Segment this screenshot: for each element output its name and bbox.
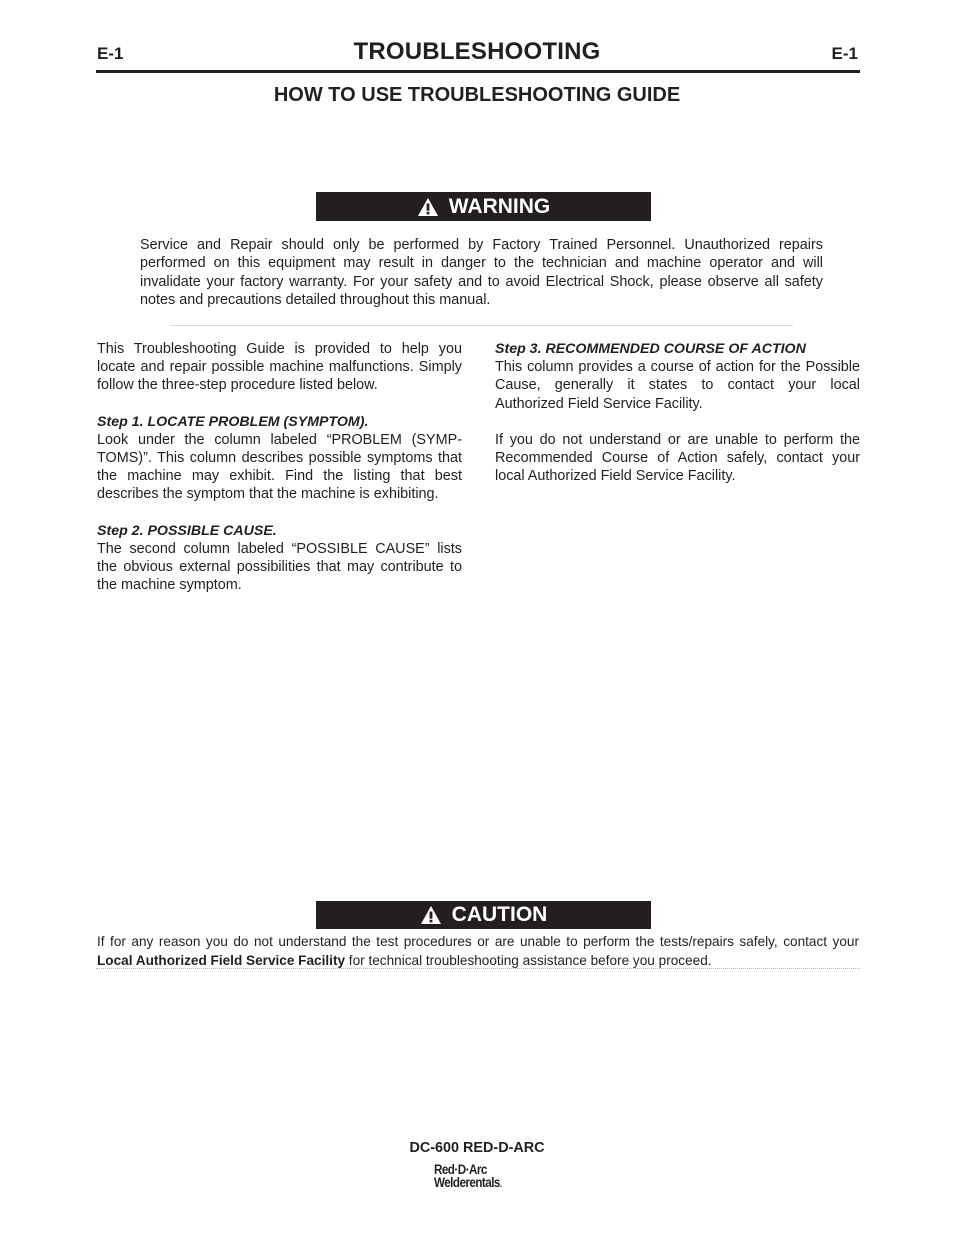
caution-text-end: for technical troubleshooting assistance before you proceed. <box>345 953 712 968</box>
caution-text-bold: Local Authorized Field Service Facility <box>97 953 346 968</box>
step1-text: Look under the column labeled “PROBLEM (SYMP-TOMS)”. This column describes possible symptoms that the machine may exhibit. Find the listing that best describes the symptom that the machine is exhibiting. <box>97 431 462 503</box>
caution-text <box>97 932 859 970</box>
section-title: HOW TO USE TROUBLESHOOTING GUIDE <box>273 84 681 106</box>
caution-text-line1: If for any reason you do not understand the test procedures or are unable to perform the tests/repairs safely, contact your <box>97 934 859 949</box>
unable-paragraph: If you do not understand or are unable to perform the Recommended Course of Action safely, contact your local Authorized Field Service Facility. <box>495 431 860 485</box>
warning-triangle-icon <box>417 197 439 217</box>
page-code-left: E-1 <box>97 44 124 63</box>
warning-label: WARNING <box>448 194 551 218</box>
left-column <box>97 340 462 594</box>
caution-banner <box>316 901 651 929</box>
footer-model: DC-600 RED-D-ARC <box>409 1140 545 1156</box>
red-d-arc-logo <box>434 1163 511 1191</box>
intro-paragraph: This Troubleshooting Guide is provided to help you locate and repair possible machine malfunctions. Simply follow the three-step procedure listed below. <box>97 341 462 394</box>
page-code-right: E-1 <box>831 44 858 63</box>
warning-banner <box>316 192 651 221</box>
header-rule <box>96 70 860 73</box>
step2-text: The second column labeled “POSSIBLE CAUSE” lists the obvious external possibilities that may contribute to the machine symptom. <box>97 540 462 594</box>
right-column <box>495 340 860 485</box>
logo-line2-suffix: . <box>499 1179 502 1189</box>
logo-line1: Red·D·Arc <box>434 1162 487 1177</box>
caution-label: CAUTION <box>451 903 548 926</box>
step3-text: This column provides a course of action for the Possible Cause, generally it states to contact your local Authorized Field Service Facility. <box>495 359 860 412</box>
step2-title: Step 2. POSSIBLE CAUSE. <box>97 522 277 539</box>
warning-triangle-icon <box>420 905 442 925</box>
page-title: TROUBLESHOOTING <box>353 38 601 65</box>
step1-title: Step 1. LOCATE PROBLEM (SYMPTOM). <box>97 413 369 430</box>
logo-line2: Welderentals <box>434 1175 500 1190</box>
step3-title: Step 3. RECOMMENDED COURSE OF ACTION <box>495 341 806 357</box>
caution-divider <box>96 968 860 969</box>
warning-text: Service and Repair should only be performed by Factory Trained Personnel. Unauthorized repairs performed on this equipment may result in danger to the technician and machine operator and will invalidate your factory warranty. For your safety and to avoid Electrical Shock, please observe all safety notes and precautions detailed throughout this manual. <box>140 237 823 309</box>
warning-divider <box>170 325 793 326</box>
